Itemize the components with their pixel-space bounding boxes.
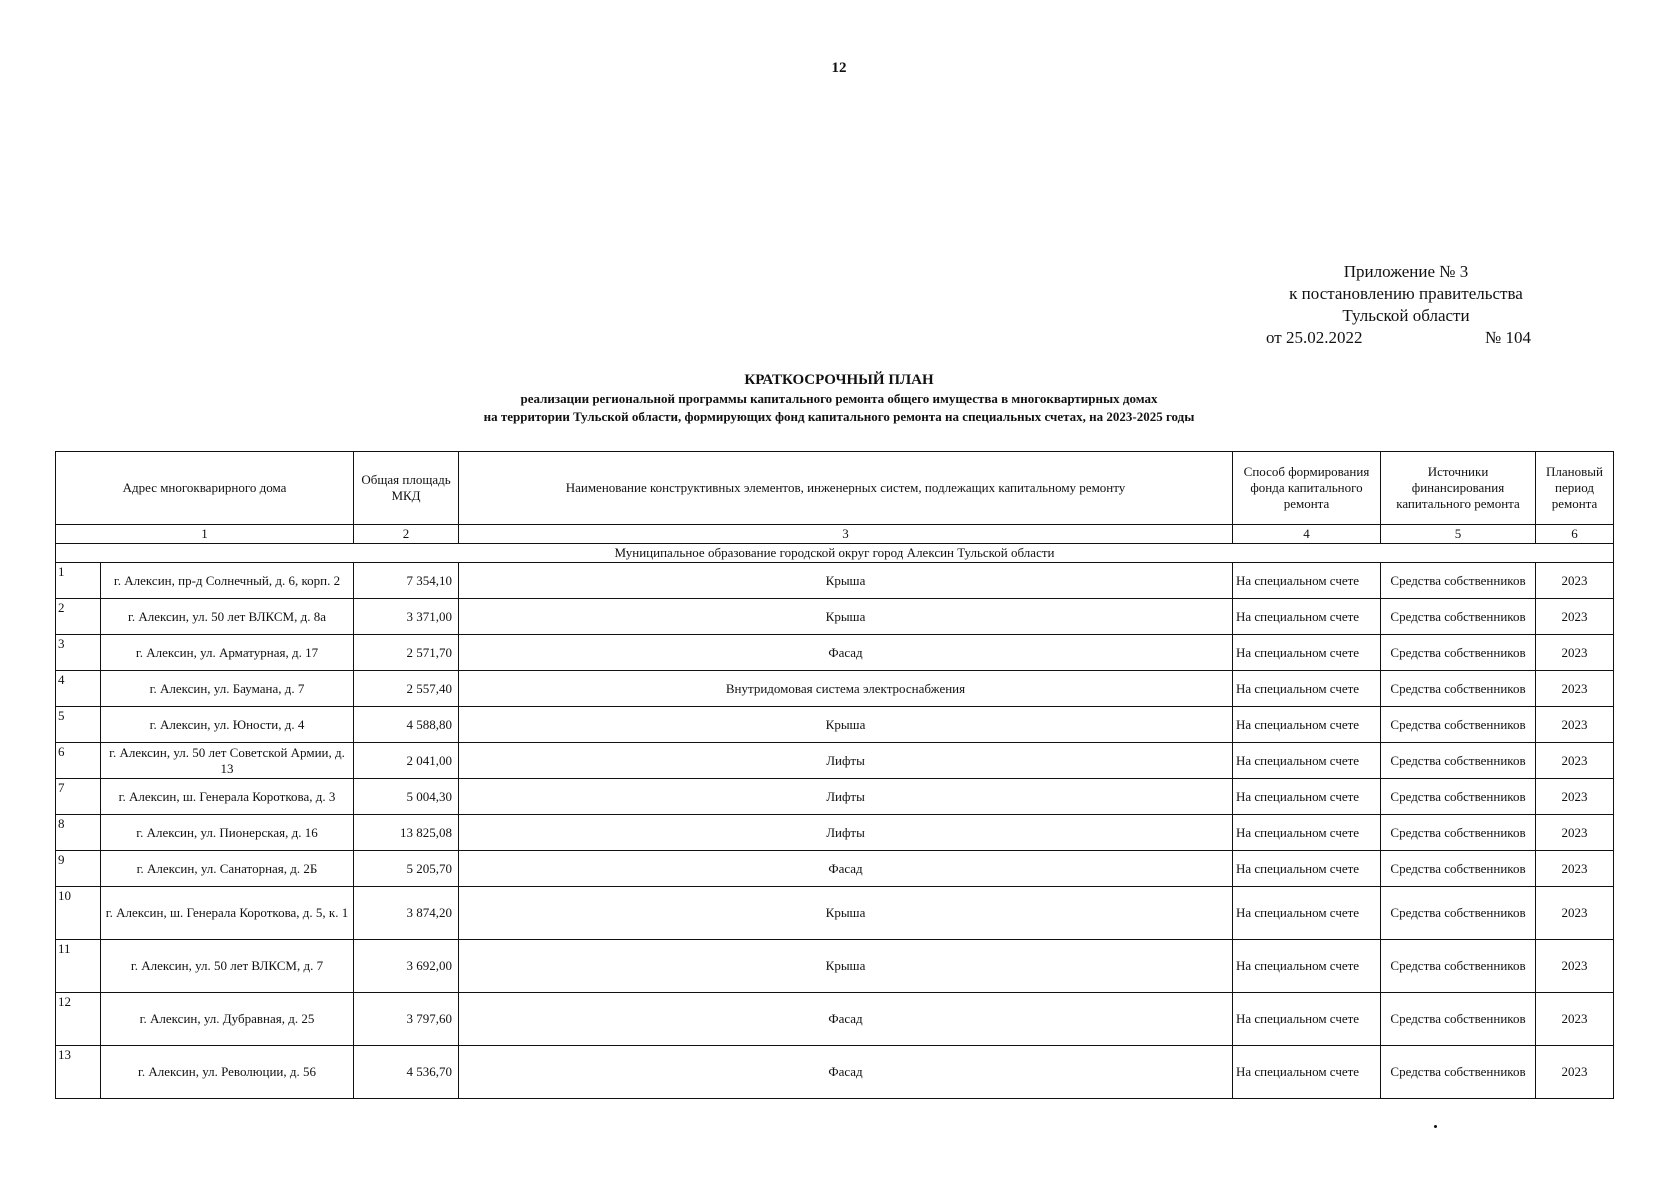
table-row — [56, 599, 1614, 635]
document-title: КРАТКОСРОЧНЫЙ ПЛАН — [744, 372, 934, 388]
row-element: Лифты — [459, 815, 1233, 851]
row-year: 2023 — [1536, 635, 1614, 671]
row-year: 2023 — [1536, 779, 1614, 815]
row-address: г. Алексин, ул. Юности, д. 4 — [101, 707, 354, 743]
row-element: Фасад — [459, 635, 1233, 671]
row-address: г. Алексин, пр-д Солнечный, д. 6, корп. 2 — [101, 563, 354, 599]
appendix-decree: к постановлению правительства — [1289, 284, 1523, 303]
row-method: На специальном счете — [1233, 993, 1381, 1046]
row-address: г. Алексин, ул. Баумана, д. 7 — [101, 671, 354, 707]
table-header-row — [56, 452, 1614, 525]
page-number: 12 — [831, 60, 847, 76]
table-row — [56, 671, 1614, 707]
row-source: Средства собственников — [1381, 1046, 1536, 1099]
row-source: Средства собственников — [1381, 635, 1536, 671]
row-method: На специальном счете — [1233, 887, 1381, 940]
row-number: 12 — [56, 993, 101, 1046]
row-address: г. Алексин, ул. Пионерская, д. 16 — [101, 815, 354, 851]
row-source: Средства собственников — [1381, 671, 1536, 707]
row-area: 3 874,20 — [354, 887, 459, 940]
row-source: Средства собственников — [1381, 940, 1536, 993]
row-area: 3 692,00 — [354, 940, 459, 993]
table-row — [56, 815, 1614, 851]
table-row — [56, 779, 1614, 815]
row-year: 2023 — [1536, 671, 1614, 707]
row-element: Лифты — [459, 743, 1233, 779]
row-source: Средства собственников — [1381, 563, 1536, 599]
row-element: Лифты — [459, 779, 1233, 815]
header-area: Общая площадь МКД — [354, 452, 459, 525]
header-source: Источники финансирования капитального ремонта — [1381, 452, 1536, 525]
row-element: Крыша — [459, 707, 1233, 743]
header-elements: Наименование конструктивных элементов, инженерных систем, подлежащих капитальному ремонту — [459, 452, 1233, 525]
row-method: На специальном счете — [1233, 1046, 1381, 1099]
municipality-row — [56, 544, 1614, 563]
table-row — [56, 851, 1614, 887]
row-area: 4 588,80 — [354, 707, 459, 743]
row-number: 6 — [56, 743, 101, 779]
row-address: г. Алексин, ул. Санаторная, д. 2Б — [101, 851, 354, 887]
document-subtitle-line1: реализации региональной программы капитального ремонта общего имущества в многоквартирных домах — [520, 391, 1158, 406]
row-number: 13 — [56, 1046, 101, 1099]
row-address: г. Алексин, ул. 50 лет Советской Армии, д. 13 — [101, 743, 354, 779]
row-area: 2 557,40 — [354, 671, 459, 707]
appendix-date: от 25.02.2022 — [1266, 328, 1363, 347]
table-row — [56, 563, 1614, 599]
column-number: 3 — [459, 525, 1233, 544]
table-row — [56, 887, 1614, 940]
row-number: 1 — [56, 563, 101, 599]
row-area: 3 371,00 — [354, 599, 459, 635]
appendix-date-line — [1256, 327, 1556, 349]
row-area: 2 041,00 — [354, 743, 459, 779]
column-number: 4 — [1233, 525, 1381, 544]
column-number: 1 — [56, 525, 354, 544]
row-number: 5 — [56, 707, 101, 743]
row-year: 2023 — [1536, 993, 1614, 1046]
row-area: 5 205,70 — [354, 851, 459, 887]
municipality-name: Муниципальное образование городской округ город Алексин Тульской области — [56, 544, 1614, 563]
row-source: Средства собственников — [1381, 743, 1536, 779]
row-number: 10 — [56, 887, 101, 940]
row-element: Крыша — [459, 887, 1233, 940]
row-source: Средства собственников — [1381, 993, 1536, 1046]
row-number: 7 — [56, 779, 101, 815]
row-area: 3 797,60 — [354, 993, 459, 1046]
table-row — [56, 940, 1614, 993]
column-number-row — [56, 525, 1614, 544]
row-year: 2023 — [1536, 599, 1614, 635]
row-year: 2023 — [1536, 707, 1614, 743]
document-title-block — [0, 370, 1678, 426]
table-row — [56, 707, 1614, 743]
row-address: г. Алексин, ул. 50 лет ВЛКСМ, д. 7 — [101, 940, 354, 993]
row-number: 11 — [56, 940, 101, 993]
header-method: Способ формирования фонда капитального ремонта — [1233, 452, 1381, 525]
row-number: 4 — [56, 671, 101, 707]
scan-speck — [1434, 1125, 1437, 1128]
row-year: 2023 — [1536, 887, 1614, 940]
row-address: г. Алексин, ш. Генерала Короткова, д. 3 — [101, 779, 354, 815]
row-number: 9 — [56, 851, 101, 887]
row-year: 2023 — [1536, 743, 1614, 779]
row-area: 13 825,08 — [354, 815, 459, 851]
appendix-block — [1256, 261, 1556, 349]
appendix-region: Тульской области — [1342, 306, 1470, 325]
row-source: Средства собственников — [1381, 707, 1536, 743]
column-number: 5 — [1381, 525, 1536, 544]
row-number: 3 — [56, 635, 101, 671]
row-address: г. Алексин, ул. Дубравная, д. 25 — [101, 993, 354, 1046]
row-source: Средства собственников — [1381, 851, 1536, 887]
appendix-number: № 104 — [1485, 328, 1531, 347]
row-year: 2023 — [1536, 815, 1614, 851]
row-method: На специальном счете — [1233, 563, 1381, 599]
column-number: 6 — [1536, 525, 1614, 544]
row-number: 8 — [56, 815, 101, 851]
row-source: Средства собственников — [1381, 779, 1536, 815]
row-number: 2 — [56, 599, 101, 635]
repair-plan-table — [55, 451, 1614, 1099]
table-row — [56, 1046, 1614, 1099]
document-subtitle-line2: на территории Тульской области, формирующих фонд капитального ремонта на специальных счетах, на 2023-2025 годы — [483, 409, 1195, 424]
row-element: Крыша — [459, 940, 1233, 993]
row-year: 2023 — [1536, 563, 1614, 599]
table-row — [56, 743, 1614, 779]
row-method: На специальном счете — [1233, 635, 1381, 671]
row-address: г. Алексин, ул. Арматурная, д. 17 — [101, 635, 354, 671]
row-address: г. Алексин, ул. 50 лет ВЛКСМ, д. 8а — [101, 599, 354, 635]
row-method: На специальном счете — [1233, 940, 1381, 993]
row-element: Крыша — [459, 599, 1233, 635]
column-number: 2 — [354, 525, 459, 544]
row-element: Внутридомовая система электроснабжения — [459, 671, 1233, 707]
row-address: г. Алексин, ш. Генерала Короткова, д. 5, к. 1 — [101, 887, 354, 940]
row-element: Фасад — [459, 993, 1233, 1046]
row-year: 2023 — [1536, 851, 1614, 887]
row-year: 2023 — [1536, 1046, 1614, 1099]
row-element: Крыша — [459, 563, 1233, 599]
row-area: 4 536,70 — [354, 1046, 459, 1099]
table-row — [56, 635, 1614, 671]
row-method: На специальном счете — [1233, 815, 1381, 851]
row-source: Средства собственников — [1381, 599, 1536, 635]
row-method: На специальном счете — [1233, 707, 1381, 743]
row-area: 7 354,10 — [354, 563, 459, 599]
table-row — [56, 993, 1614, 1046]
row-method: На специальном счете — [1233, 671, 1381, 707]
row-area: 5 004,30 — [354, 779, 459, 815]
appendix-title: Приложение № 3 — [1343, 262, 1469, 281]
row-element: Фасад — [459, 1046, 1233, 1099]
row-element: Фасад — [459, 851, 1233, 887]
row-method: На специальном счете — [1233, 743, 1381, 779]
row-method: На специальном счете — [1233, 851, 1381, 887]
header-address: Адрес многокварирного дома — [56, 452, 354, 525]
row-method: На специальном счете — [1233, 599, 1381, 635]
row-method: На специальном счете — [1233, 779, 1381, 815]
row-source: Средства собственников — [1381, 815, 1536, 851]
header-period: Плановый период ремонта — [1536, 452, 1614, 525]
row-address: г. Алексин, ул. Революции, д. 56 — [101, 1046, 354, 1099]
row-source: Средства собственников — [1381, 887, 1536, 940]
row-area: 2 571,70 — [354, 635, 459, 671]
row-year: 2023 — [1536, 940, 1614, 993]
